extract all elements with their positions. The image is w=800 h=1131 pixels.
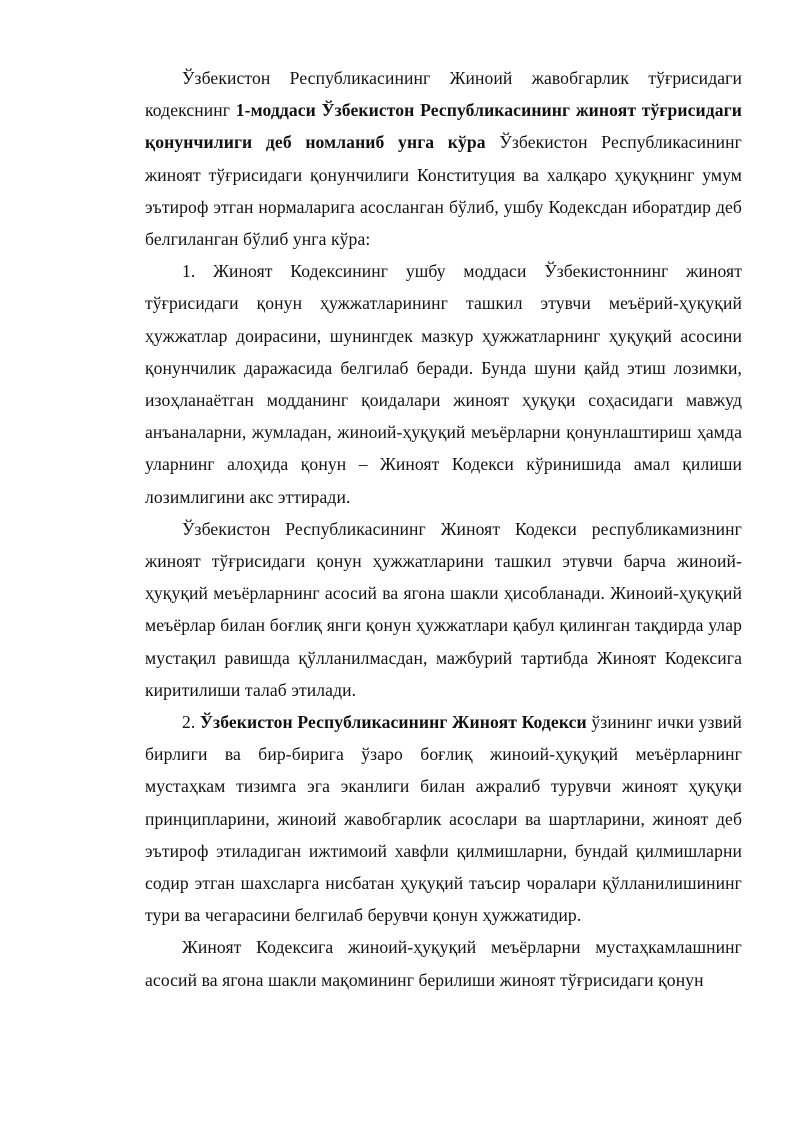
paragraph-2-text: 1. Жиноят Кодексининг ушбу моддаси Ўзбекистоннинг жиноят тўғрисидаги қонун ҳужжатларининг ташкил этувчи меъёрий-ҳуқуқий ҳужжатлар доирасини, шунингдек мазкур ҳужжатларнинг ҳуқуқий асосини қонунчилик даражасида белгилаб беради. Бунда шуни қайд этиш лозимки, изоҳланаётган модданинг қоидалари жиноят ҳуқуқи соҳасидаги мавжуд анъаналарни, жумладан, жиноий-ҳуқуқий меъёрларни қонунлаштириш ҳамда уларнинг алоҳида қонун – Жиноят Кодекси кўринишида амал қилиши лозимлигини акс эттиради.	[145, 261, 742, 507]
paragraph-4-number: 2.	[182, 712, 201, 733]
paragraph-4	[145, 706, 742, 931]
paragraph-5	[145, 931, 742, 995]
paragraph-1	[145, 62, 742, 255]
paragraph-1-text: Ўзбекистон Республикасининг Жиноий жавобгарлик тўғрисидаги кодекснинг	[145, 68, 742, 121]
paragraph-5-text: Жиноят Кодексига жиноий-ҳуқуқий меъёрларни мустаҳкамлашнинг асосий ва ягона шакли мақомининг берилиши жиноят тўғрисидаги қонун	[145, 937, 742, 990]
paragraph-3-text: Ўзбекистон Республикасининг Жиноят Кодекси республикамизнинг жиноят тўғрисидаги қонун ҳужжатларини ташкил этувчи барча жиноий-ҳуқуқий меъёрларнинг асосий ва ягона шакли ҳисобланади. Жиноий-ҳуқуқий меъёрлар билан боғлиқ янги қонун ҳужжатлари қабул қилинган тақдирда улар мустақил равишда қўлланилмасдан, мажбурий тартибда Жиноят Кодексига киритилиши талаб этилади.	[145, 518, 742, 700]
paragraph-1-bold-heading: 1-моддаси Ўзбекистон Республикасининг жиноят тўғрисидаги қонунчилиги деб номланиб унга кўра	[145, 100, 742, 153]
document-page	[145, 62, 742, 996]
paragraph-4-bold-term: Ўзбекистон Республикасининг Жиноят Кодекси	[200, 712, 587, 733]
paragraph-3	[145, 513, 742, 706]
paragraph-1-text-continued: Ўзбекистон Республикасининг жиноят тўғрисидаги қонунчилиги Конституция ва халқаро ҳуқуқнинг умум эътироф этган нормаларига асосланган бўлиб, ушбу Кодексдан иборатдир деб белгиланган бўлиб унга кўра:	[145, 132, 742, 250]
paragraph-2	[145, 255, 742, 513]
paragraph-4-text: ўзининг ички узвий бирлиги ва бир-бирига ўзаро боғлиқ жиноий-ҳуқуқий меъёрларнинг мустаҳкам тизимга эга эканлиги билан ажралиб турувчи жиноят ҳуқуқи принципларини, жиноий жавобгарлик асослари ва шартларини, жиноят деб эътироф этиладиган ижтимоий хавфли қилмишларни, бундай қилмишларни содир этган шахсларга нисбатан ҳуқуқий таъсир чоралари қўлланилишининг тури ва чегарасини белгилаб берувчи қонун ҳужжатидир.	[145, 712, 742, 926]
